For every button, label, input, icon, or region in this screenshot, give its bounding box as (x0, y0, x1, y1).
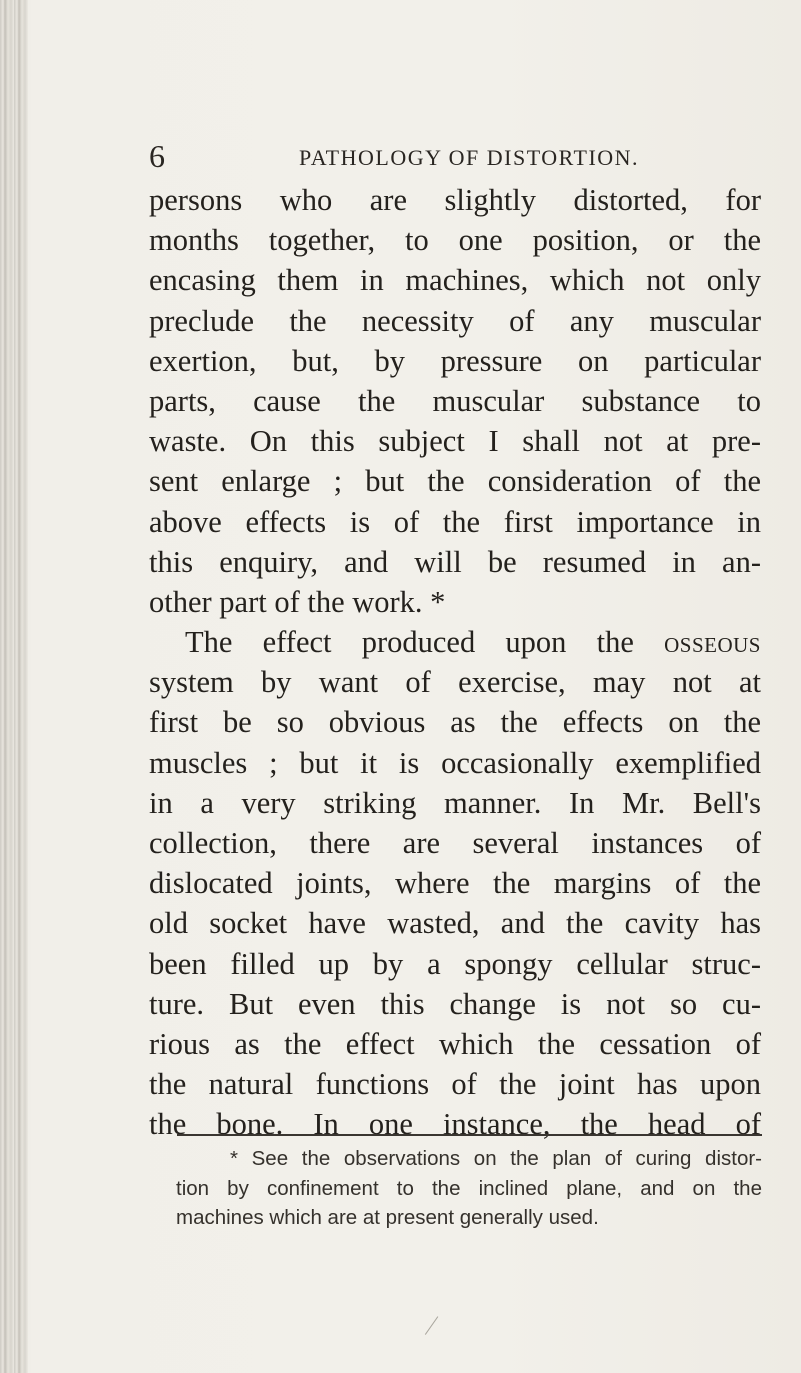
text-line: sent enlarge ; but the consideration of the (149, 464, 761, 499)
text-line: persons who are slightly distorted, for (149, 183, 761, 217)
text-line: months together, to one position, or the (149, 223, 761, 258)
text-line: other part of the work. * (149, 584, 446, 619)
book-spine-edge (0, 0, 28, 1373)
text-line: preclude the necessity of any muscular (149, 303, 761, 338)
text-line: waste. On this subject I shall not at pre- (149, 424, 761, 459)
text-line: this enquiry, and will be resumed in an- (149, 544, 761, 579)
text-line: the natural functions of the joint has upon (149, 1067, 761, 1102)
text-line: collection, there are several instances of (149, 826, 761, 860)
body-text (149, 180, 761, 1145)
text-line: muscles ; but it is occasionally exemplified (149, 745, 761, 780)
footnote-line: * See the observations on the plan of curing distor- (230, 1147, 762, 1170)
text-line: first be so obvious as the effects on the (149, 705, 761, 740)
text-line: the bone. In one instance, the head of (149, 1107, 761, 1142)
text-line: old socket have wasted, and the cavity has (149, 906, 761, 941)
footnote-rule (177, 1134, 762, 1136)
page-header (149, 136, 709, 176)
text-line: above effects is of the first importance in (149, 504, 761, 539)
running-title: PATHOLOGY OF DISTORTION. (299, 145, 640, 170)
text-line: parts, cause the muscular substance to (149, 383, 761, 418)
paragraph-start-line (149, 622, 761, 662)
text-line: been filled up by a spongy cellular struc- (149, 946, 761, 981)
footnote (176, 1144, 762, 1233)
text-line: in a very striking manner. In Mr. Bell's (149, 785, 761, 820)
paper-mark (425, 1316, 448, 1341)
text-line: exertion, but, by pressure on particular (149, 343, 761, 378)
footnote-line: tion by confinement to the inclined plane, and on the (176, 1176, 762, 1200)
text-line: ture. But even this change is not so cu- (149, 986, 761, 1021)
text-line: rious as the effect which the cessation of (149, 1026, 761, 1061)
small-caps-word: osseous (664, 625, 761, 660)
page-number: 6 (149, 138, 165, 174)
footnote-line: machines which are at present generally used. (176, 1206, 599, 1229)
text-line: system by want of exercise, may not at (149, 665, 761, 700)
text-span: The effect produced upon the (185, 625, 665, 660)
text-line: encasing them in machines, which not only (149, 263, 761, 298)
text-line: dislocated joints, where the margins of the (149, 866, 761, 901)
